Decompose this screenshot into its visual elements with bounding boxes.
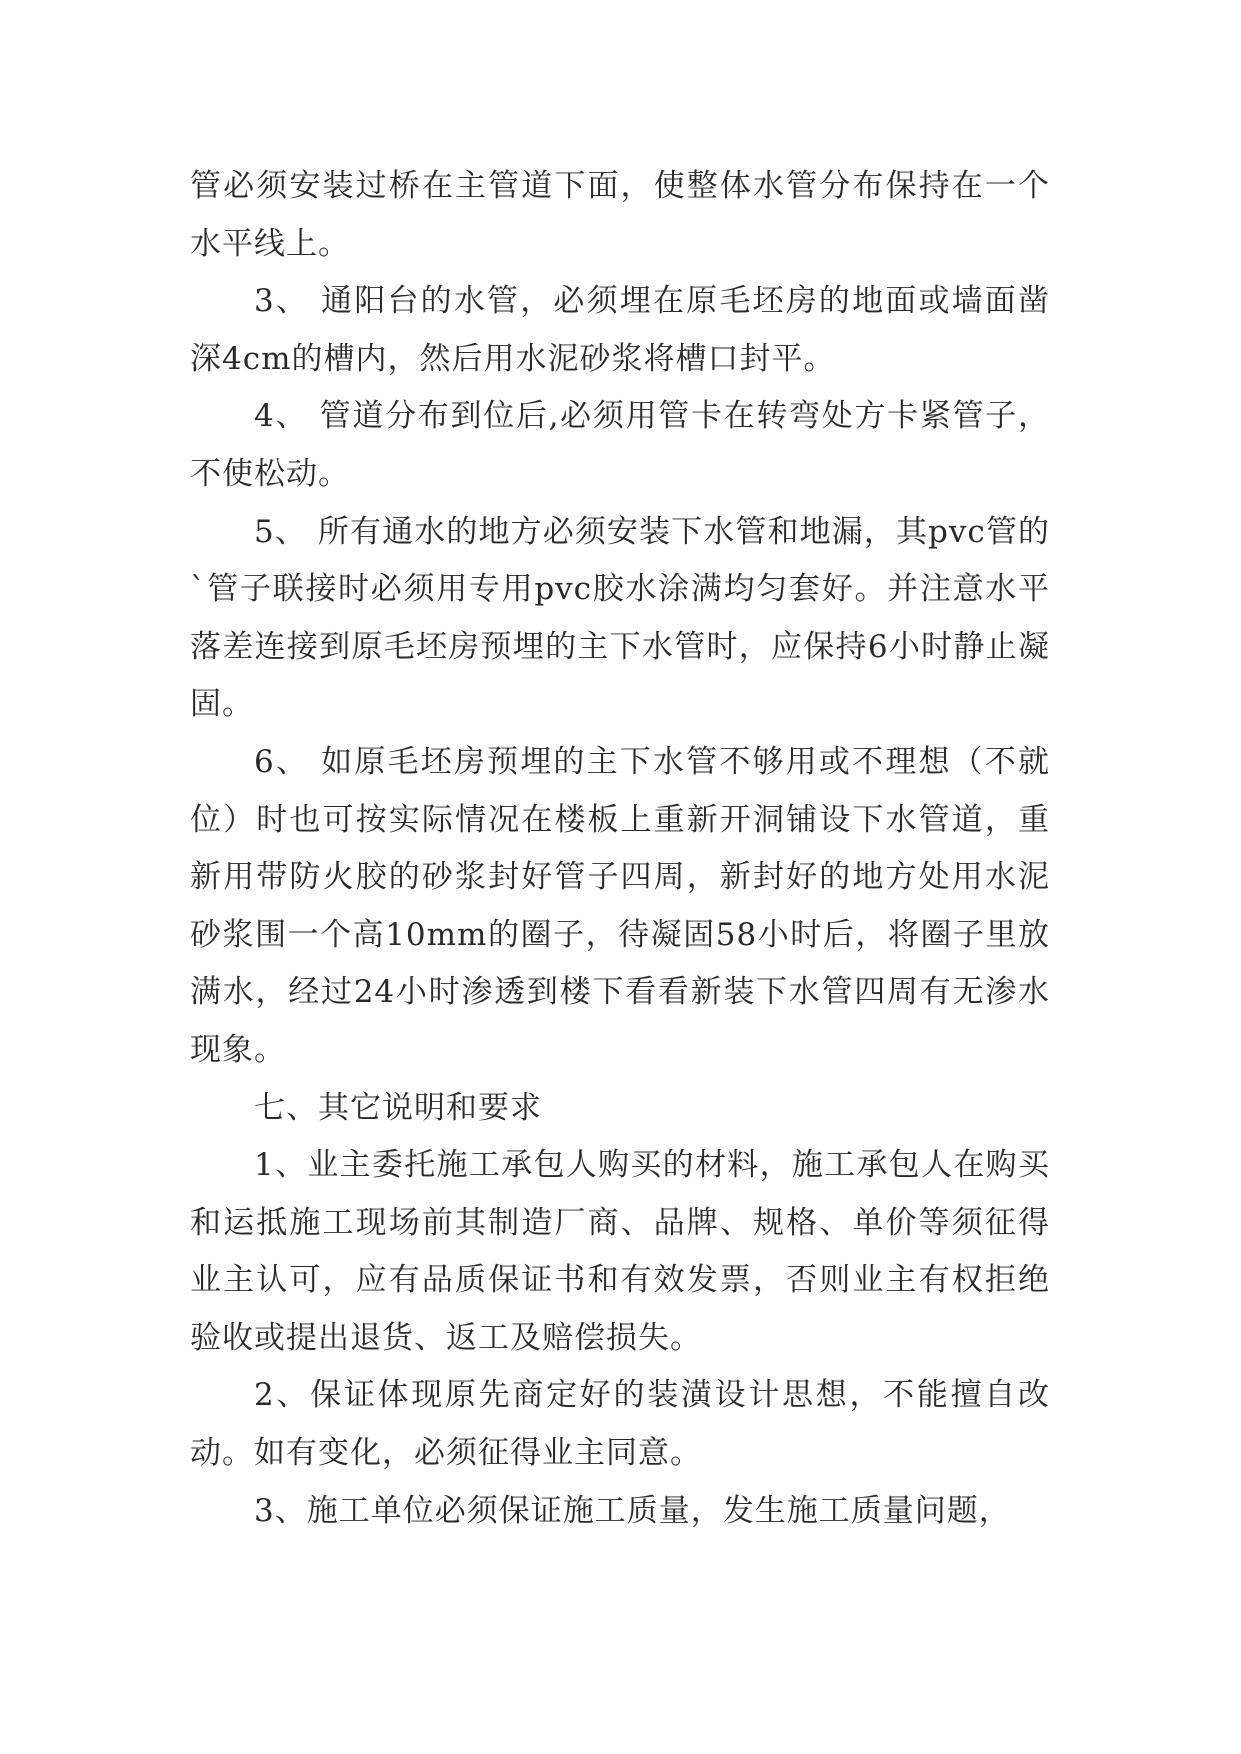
paragraph-item-5: 5、 所有通水的地方必须安装下水管和地漏，其pvc管的`管子联接时必须用专用pvc胶水涂满均匀套好。并注意水平落差连接到原毛坯房预埋的主下水管时，应保持6小时静止凝固。: [190, 513, 1050, 723]
paragraph-section7-item-1: 1、业主委托施工承包人购买的材料，施工承包人在购买和运抵施工现场前其制造厂商、品牌、规格、单价等须征得业主认可，应有品质保证书和有效发票，否则业主有权拒绝验收或提出退货、返工及赔偿损失。: [190, 1147, 1050, 1356]
paragraph-item-3: 3、 通阳台的水管，必须埋在原毛坯房的地面或墙面凿深4cm的槽内，然后用水泥砂浆将槽口封平。: [190, 283, 1050, 377]
section-heading-7: 七、其它说明和要求: [254, 1089, 542, 1126]
paragraph-item-4: 4、 管道分布到位后,必须用管卡在转弯处方卡紧管子，不使松动。: [190, 398, 1050, 492]
paragraph-section7-item-2: 2、保证体现原先商定好的装潢设计思想，不能擅自改动。如有变化，必须征得业主同意。: [190, 1377, 1050, 1472]
paragraph-section7-item-3: 3、施工单位必须保证施工质量，发生施工质量问题，: [254, 1492, 1011, 1529]
paragraph-continuation: 管必须安装过桥在主管道下面，使整体水管分布保持在一个水平线上。: [190, 168, 1050, 262]
paragraph-item-6: 6、 如原毛坯房预埋的主下水管不够用或不理想（不就位）时也可按实际情况在楼板上重新开洞铺设下水管道，重新用带防火胶的砂浆封好管子四周，新封好的地方处用水泥砂浆围一个高10mm的圈子，待凝固58小时后，将圈子里放满水，经过24小时渗透到楼下看看新装下水管四周有无渗水现象。: [190, 743, 1050, 1068]
document-body: [190, 158, 1050, 1540]
